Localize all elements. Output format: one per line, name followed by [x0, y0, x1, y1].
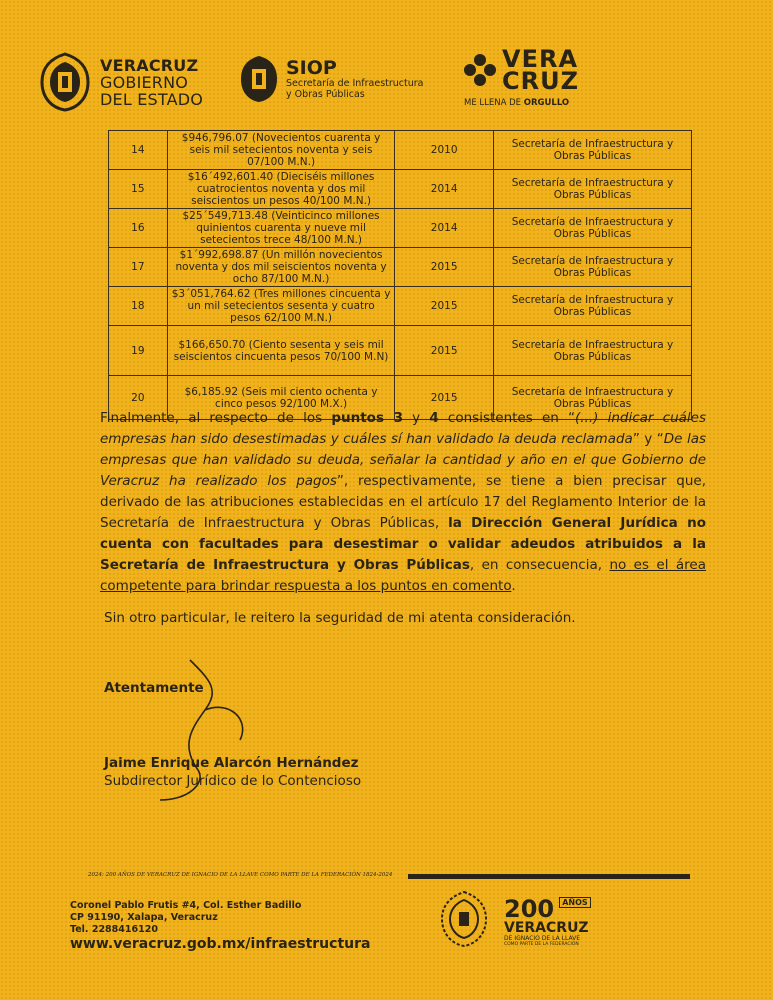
row-year: 2014	[395, 170, 493, 209]
siop-title: SIOP	[286, 57, 337, 79]
row-year: 2015	[395, 326, 493, 376]
row-amount: $6,185.92 (Seis mil ciento ochenta y cinco pesos 92/100 M.X.)	[167, 376, 395, 420]
row-entity: Secretaría de Infraestructura y Obras Públicas	[493, 209, 691, 248]
bicentennial-logo	[504, 895, 591, 947]
veracruz-brand-logo	[462, 45, 579, 108]
bicent-anos: AÑOS	[559, 897, 590, 908]
slogan-b: ORGULLO	[523, 98, 570, 108]
address-line1: Coronel Pablo Frutis #4, Col. Esther Badillo	[70, 900, 302, 911]
footer-legend: 2024: 200 AÑOS DE VERACRUZ DE IGNACIO DE LA LLAVE COMO PARTE DE LA FEDERACIÓN 1824-2024	[88, 872, 393, 878]
body-quote-2: De las empresas que han validado su deuda, señalar la cantidad y año en el que Gobierno de Veracruz ha realizado los pagos	[100, 431, 706, 489]
table-row	[109, 248, 692, 287]
atentamente: Atentamente	[104, 680, 204, 696]
row-number: 20	[109, 376, 168, 420]
row-amount: $25´549,713.48 (Veinticinco millones quinientos cuarenta y nueve mil setecientos trece 48/100 M.N.)	[167, 209, 395, 248]
table-row	[109, 131, 692, 170]
website-link[interactable]: www.veracruz.gob.mx/infraestructura	[70, 936, 371, 952]
table-row	[109, 170, 692, 209]
siop-seal-icon	[238, 54, 280, 104]
row-amount: $946,796.07 (Novecientos cuarenta y seis mil setecientos noventa y seis 07/100 M.N.)	[167, 131, 395, 170]
gobierno-logo	[38, 52, 203, 112]
bicent-name: VERACRUZ	[504, 920, 589, 936]
flower-icon	[462, 52, 498, 88]
phone: Tel. 2288416120	[70, 924, 158, 935]
table-row	[109, 209, 692, 248]
gobierno-line1: VERACRUZ	[100, 55, 199, 75]
row-number: 14	[109, 131, 168, 170]
gobierno-line3: DEL ESTADO	[100, 89, 204, 109]
row-number: 19	[109, 326, 168, 376]
signer-position: Subdirector Jurídico de lo Contencioso	[104, 773, 362, 789]
body-text-9: ”, respectivamente, se tiene a bien precisar que, derivado de las atribuciones establecidas en el artículo 17 del Reglamento Interior de la Secretaría de Infraestructura y Obras Públicas,	[100, 473, 707, 531]
body-text-5: consistentes en “	[438, 410, 575, 426]
gobierno-line2: GOBIERNO	[100, 72, 189, 92]
siop-line2: y Obras Públicas	[286, 89, 365, 100]
body-bold-statement: la Dirección General Jurídica no cuenta con facultades para desestimar o validar adeudos atribuidos a la Secretaría de Infraestructura y Obras Públicas	[100, 515, 706, 573]
row-year: 2015	[395, 248, 493, 287]
row-entity: Secretaría de Infraestructura y Obras Públicas	[493, 287, 691, 326]
row-number: 16	[109, 209, 168, 248]
body-bold-4: 4	[429, 410, 439, 426]
footer-divider	[408, 874, 690, 879]
address-line2: CP 91190, Xalapa, Veracruz	[70, 912, 218, 923]
row-year: 2014	[395, 209, 493, 248]
body-underlined-statement: no es el área competente para brindar respuesta a los puntos en comento	[100, 557, 706, 594]
row-amount: $16´492,601.40 (Dieciséis millones cuatrocientos noventa y dos mil seiscientos un pesos 40/100 M.N.)	[167, 170, 395, 209]
row-year: 2015	[395, 376, 493, 420]
row-amount: $3´051,764.62 (Tres millones cincuenta y un mil setecientos sesenta y cuatro pesos 62/100 M.N.)	[167, 287, 395, 326]
siop-logo	[238, 54, 424, 104]
footer-seal-icon	[438, 890, 490, 948]
row-number: 15	[109, 170, 168, 209]
body-quote-1: (...) indicar cuáles empresas han sido desestimadas y cuáles sí han validado la deuda reclamada	[100, 410, 706, 447]
row-number: 18	[109, 287, 168, 326]
body-paragraph	[100, 408, 706, 597]
closing-line: Sin otro particular, le reitero la seguridad de mi atenta consideración.	[104, 610, 576, 626]
body-text-13: .	[511, 578, 516, 594]
bicent-sub1: DE IGNACIO DE LA LLAVE	[504, 935, 581, 942]
row-entity: Secretaría de Infraestructura y Obras Públicas	[493, 248, 691, 287]
row-entity: Secretaría de Infraestructura y Obras Públicas	[493, 376, 691, 420]
state-seal-icon	[38, 52, 92, 112]
row-entity: Secretaría de Infraestructura y Obras Públicas	[493, 326, 691, 376]
row-amount: $166,650.70 (Ciento sesenta y seis mil seiscientos cincuenta pesos 70/100 M.N)	[167, 326, 395, 376]
bicent-number: 200	[504, 895, 555, 923]
body-text-11: , en consecuencia,	[469, 557, 610, 573]
row-number: 17	[109, 248, 168, 287]
row-entity: Secretaría de Infraestructura y Obras Públicas	[493, 170, 691, 209]
footer-address	[70, 900, 301, 936]
table-row	[109, 287, 692, 326]
siop-line1: Secretaría de Infraestructura	[286, 78, 424, 89]
table-row	[109, 326, 692, 376]
row-amount: $1´992,698.87 (Un millón novecientos noventa y dos mil seiscientos noventa y ocho 87/100 M.N.)	[167, 248, 395, 287]
row-year: 2015	[395, 287, 493, 326]
body-text-1: Finalmente, al respecto de los	[100, 410, 332, 426]
body-text-7: ” y “	[632, 431, 664, 447]
bicent-sub2: COMO PARTE DE LA FEDERACIÓN	[504, 942, 579, 947]
signer-name: Jaime Enrique Alarcón Hernández	[104, 755, 359, 771]
body-text-3: y	[402, 410, 430, 426]
veracruz-line1: VERA	[502, 45, 579, 73]
slogan	[464, 98, 569, 108]
veracruz-line2: CRUZ	[502, 67, 579, 95]
row-year: 2010	[395, 131, 493, 170]
body-bold-points3: puntos 3	[331, 410, 403, 426]
debts-table	[108, 130, 692, 420]
slogan-a: ME LLENA DE	[464, 98, 524, 108]
letterhead	[38, 45, 738, 120]
row-entity: Secretaría de Infraestructura y Obras Públicas	[493, 131, 691, 170]
